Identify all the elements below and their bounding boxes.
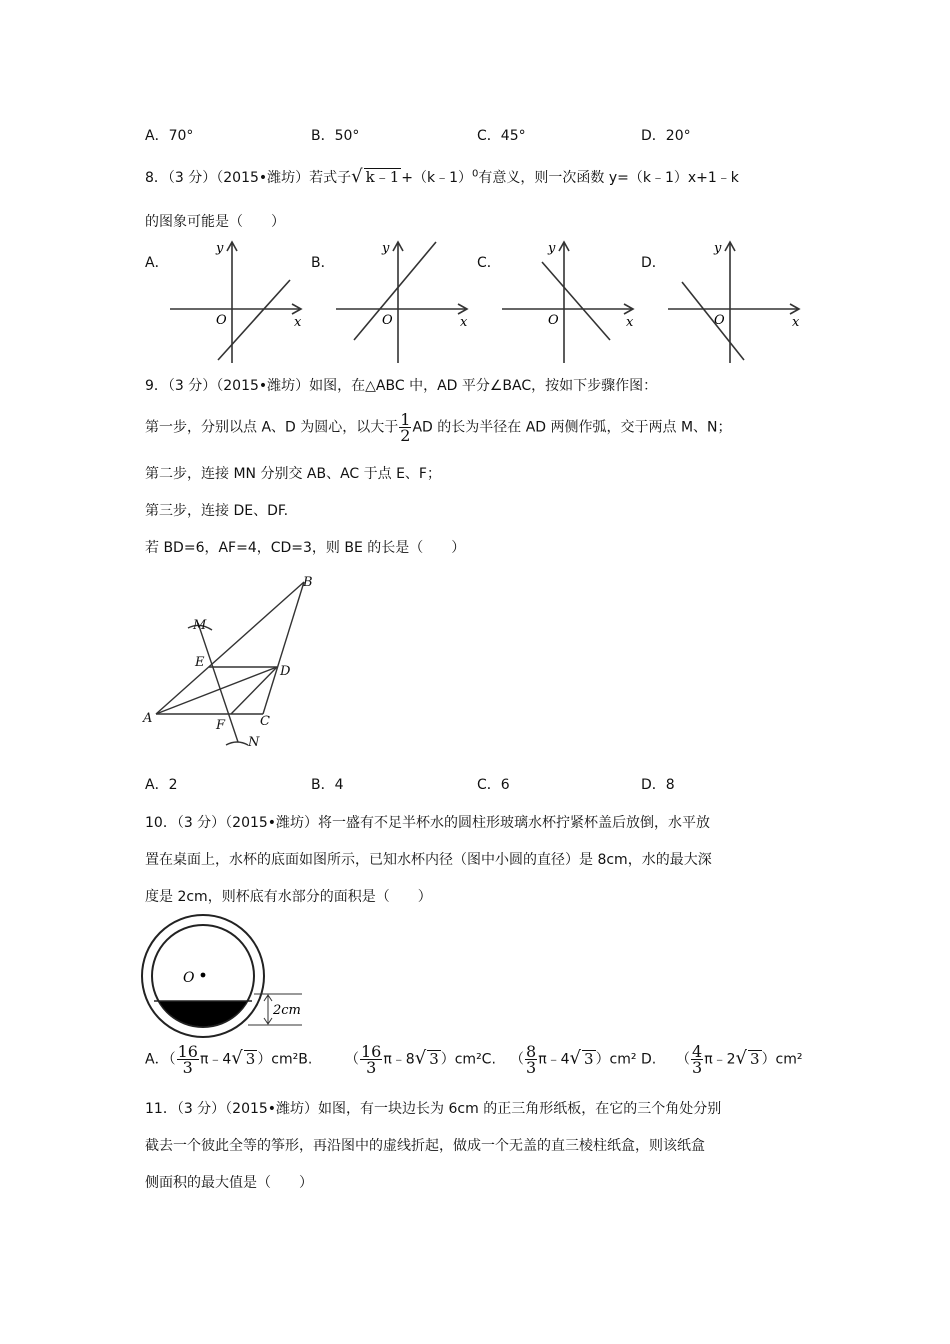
axis-y-label: y <box>216 241 224 256</box>
q11-stem-line2: 截去一个彼此全等的筝形，再沿图中的虚线折起，做成一个无盖的直三棱柱纸盒，则该纸盒 <box>145 1138 705 1154</box>
q8-option-d-label: D． <box>641 255 666 271</box>
q8-option-c-label: C． <box>477 255 501 271</box>
axis-y-label: y <box>714 241 722 256</box>
q8-graph-d <box>668 238 808 366</box>
q9-option-b: B．4 <box>311 777 344 793</box>
q9-option-c: C．6 <box>477 777 510 793</box>
q10-option-b: （ $\frac{16}{3}$ π﹣8√ 3 ）cm²C. <box>345 1042 496 1077</box>
q7-option-d: D．20° <box>641 128 691 144</box>
q11-stem: 11．（3 分）（2015•潍坊）如图，有一块边长为 6cm 的正三角形纸板，在它的三个角处分别 <box>145 1101 722 1117</box>
point-b-label: B <box>303 575 313 590</box>
point-a-label: A <box>143 711 153 726</box>
axis-x-label: x <box>792 315 800 330</box>
q8-graph-a <box>170 238 310 366</box>
q10-stem-line2: 置在桌面上，水杯的底面如图所示，已知水杯内径（图中小圆的直径）是 8cm，水的最大深 <box>145 852 712 868</box>
q7-option-a: A．70° <box>145 128 194 144</box>
q11-stem-line3: 侧面积的最大值是（ ） <box>145 1175 313 1191</box>
q8-graph-b <box>336 238 476 366</box>
q7-option-b: B．50° <box>311 128 360 144</box>
q10-option-d: （ $\frac{4}{3}$ π﹣2√ 3 ）cm² <box>676 1042 803 1077</box>
q10-option-c: （ $\frac{8}{3}$ π﹣4√ 3 ）cm² D. <box>510 1042 657 1077</box>
origin-label: O <box>216 313 227 328</box>
origin-label: O <box>714 313 725 328</box>
q8-stem: 8．（3 分）（2015•潍坊）若式子√ k﹣1 +（k﹣1）$^0$有意义，则一次函数 y=（k﹣1）x+1﹣k <box>145 166 739 187</box>
point-d-label: D <box>280 664 291 679</box>
q8-option-b-label: B． <box>311 255 335 271</box>
q10-figure <box>140 913 310 1045</box>
point-m-label: M <box>193 618 207 633</box>
q10-stem: 10．（3 分）（2015•潍坊）将一盛有不足半杯水的圆柱形玻璃水杯拧紧杯盖后放倒，水平放 <box>145 815 711 831</box>
q9-step3: 第三步，连接 DE、DF. <box>145 503 289 519</box>
q10-option-a: A．（ $\frac{16}{3}$ π﹣4√ 3 ）cm²B. <box>145 1042 313 1077</box>
point-n-label: N <box>248 735 260 750</box>
q9-given: 若 BD=6，AF=4，CD=3，则 BE 的长是（ ） <box>145 540 466 556</box>
q9-figure <box>140 570 320 755</box>
q7-option-c: C．45° <box>477 128 526 144</box>
center-o-label: O <box>183 970 195 986</box>
axis-x-label: x <box>460 315 468 330</box>
axis-y-label: y <box>382 241 390 256</box>
q10-stem-line3: 度是 2cm，则杯底有水部分的面积是（ ） <box>145 889 432 905</box>
axis-x-label: x <box>294 315 302 330</box>
point-f-label: F <box>216 718 226 733</box>
q9-option-a: A．2 <box>145 777 178 793</box>
depth-label: 2cm <box>273 1003 301 1018</box>
q8-graph-c <box>502 238 642 366</box>
point-e-label: E <box>195 655 205 670</box>
origin-label: O <box>548 313 559 328</box>
point-c-label: C <box>260 714 270 729</box>
q8-stem-line2: 的图象可能是（ ） <box>145 214 285 230</box>
q9-step2: 第二步，连接 MN 分别交 AB、AC 于点 E、F； <box>145 466 441 482</box>
axis-x-label: x <box>626 315 634 330</box>
q9-option-d: D．8 <box>641 777 675 793</box>
q9-stem: 9．（3 分）（2015•潍坊）如图，在△ABC 中，AD 平分∠BAC，按如下步骤作图： <box>145 378 658 394</box>
q8-option-a-label: A． <box>145 255 169 271</box>
origin-label: O <box>382 313 393 328</box>
axis-y-label: y <box>548 241 556 256</box>
q9-step1: 第一步，分别以点 A、D 为圆心，以大于 $\frac{1}{2}$ AD 的长为半径在 AD 两侧作弧，交于两点 M、N； <box>145 410 732 445</box>
